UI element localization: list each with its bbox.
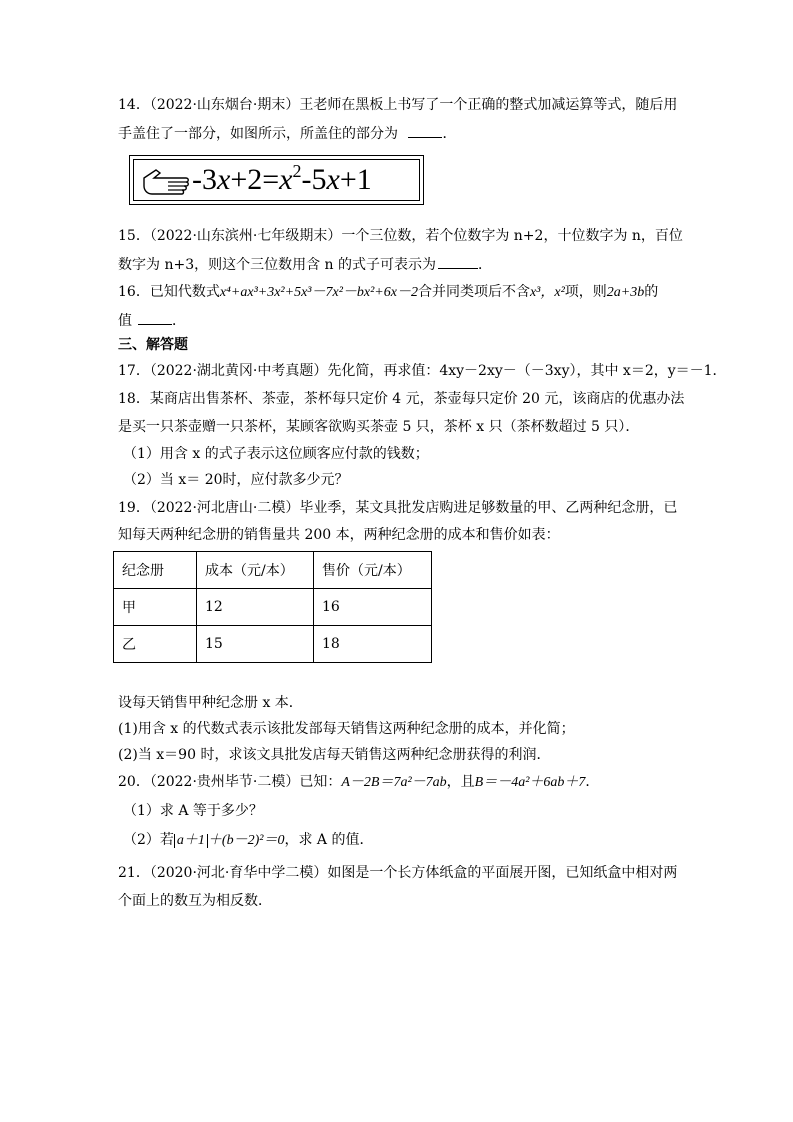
q20-sub2	[123, 830, 373, 851]
table-row	[114, 589, 432, 626]
q18-sub1: （1）用含 x 的式子表示这位顾客应付款的钱数；	[123, 446, 429, 462]
q16-end: ．	[172, 313, 186, 329]
q18-line2: 是买一只茶壶赠一只茶杯，某顾客欲购买茶壶 5 只，茶杯 x 只（茶杯数超过 5 只）．	[118, 419, 640, 435]
table-cell: 乙	[114, 626, 197, 663]
q14-text: 手盖住了一部分，如图所示，所盖住的部分为	[118, 126, 398, 142]
q14-end: ．	[442, 126, 457, 142]
q15-end: ．	[478, 257, 493, 273]
q16-tail: 的	[644, 284, 659, 300]
q20-absolute-value: a＋1	[174, 834, 208, 848]
table-cell: 16	[314, 589, 432, 626]
table-header-cell: 纪念册	[114, 552, 197, 589]
q16-lead: 16．已知代数式	[118, 284, 220, 300]
table-cell: 12	[197, 589, 314, 626]
q15-line1: 15．（2022·山东滨州·七年级期末）一个三位数，若个位数字为 n+2，十位数字为 n，百位	[118, 228, 683, 244]
q16-line2	[118, 310, 186, 331]
formula-part-a: -3	[192, 163, 217, 196]
q19-sub1: (1)用含 x 的代数式表示该批发部每天销售这两种纪念册的成本，并化简；	[118, 721, 575, 737]
q16-terms: x³，x²	[529, 285, 565, 300]
q15-text: 数字为 n+3，则这个三位数用含 n 的式子可表示为	[118, 257, 437, 273]
table-cell: 15	[197, 626, 314, 663]
q16-mid: 合并同类项后不含	[417, 284, 530, 300]
q20-line1	[118, 772, 599, 793]
formula-var-2: x	[279, 163, 293, 196]
q19-table	[113, 551, 432, 663]
q20-end: ．	[585, 774, 600, 790]
q16-expression: x⁴+ax³+3x²+5x³－7x²－bx²+6x－2	[219, 285, 418, 300]
q16-mid2: 项，则	[564, 284, 607, 300]
q14-line2	[118, 123, 456, 144]
q20-mid: ，且	[446, 774, 475, 790]
table-header-cell: 售价（元/本）	[314, 552, 432, 589]
q15-answer-blank	[438, 254, 478, 269]
formula-var-3: x	[326, 163, 340, 196]
q19-line1: 19．（2022·河北唐山·二模）毕业季，某文具批发店购进足够数量的甲、乙两种纪念册，已	[118, 500, 678, 516]
q17-line: 17．（2022·湖北黄冈·中考真题）先化简，再求值：4xy－2xy－（－3xy），其中 x＝2，y＝－1．	[118, 363, 727, 379]
q20-sub2-lead: （2）若	[123, 832, 174, 848]
q18-sub2: （2）当 x＝ 20时，应付款多少元？	[123, 472, 349, 488]
q21-line1: 21．（2020·河北·育华中学二模）如图是一个长方体纸盒的平面展开图，已知纸盒中相对两	[118, 865, 678, 881]
q20-equation-1: A－2B＝7a²－7ab	[341, 775, 447, 790]
q19-line2: 知每天两种纪念册的销售量共 200 本，两种纪念册的成本和售价如表：	[118, 527, 560, 543]
q18-line1: 18．某商店出售茶杯、茶壶，茶杯每只定价 4 元，茶壶每只定价 20 元，该商店的优惠办法	[118, 391, 685, 407]
table-cell: 18	[314, 626, 432, 663]
table-cell: 甲	[114, 589, 197, 626]
q15-line2	[118, 254, 492, 275]
q16-text: 值	[118, 313, 132, 329]
table-header-row	[114, 552, 432, 589]
q19-note: 设每天销售甲种纪念册 x 本．	[118, 695, 303, 711]
formula-part-b: +2=	[230, 163, 280, 196]
formula-var-1: x	[217, 163, 231, 196]
q20-square-term: ＋(b－2)²＝0	[207, 833, 285, 848]
q20-equation-2: B＝－4a²＋6ab＋7	[474, 775, 586, 790]
q16-target: 2a+3b	[606, 285, 645, 300]
formula-part-c: -5	[301, 163, 327, 196]
table-header-cell: 成本（元/本）	[197, 552, 314, 589]
q20-lead: 20．（2022·贵州毕节·二模）已知：	[118, 774, 342, 790]
q19-sub2: (2)当 x＝90 时，求该文具批发店每天销售这两种纪念册获得的利润．	[118, 747, 551, 763]
formula-part-d: +1	[339, 163, 372, 196]
table-row	[114, 626, 432, 663]
q21-line2: 个面上的数互为相反数．	[118, 893, 272, 909]
section-heading: 三、解答题	[118, 337, 188, 353]
q16-line1	[118, 282, 658, 303]
q14-figure	[129, 155, 424, 205]
q20-sub2-tail: ，求 A 的值．	[284, 832, 374, 848]
q14-formula	[192, 160, 372, 200]
q16-answer-blank	[138, 310, 172, 325]
formula-exponent: 2	[292, 161, 302, 181]
q14-line1: 14．（2022·山东烟台·期末）王老师在黑板上书写了一个正确的整式加减运算等式，随后用	[118, 97, 678, 113]
q14-answer-blank	[408, 123, 442, 138]
q20-sub1: （1）求 A 等于多少？	[123, 803, 263, 819]
